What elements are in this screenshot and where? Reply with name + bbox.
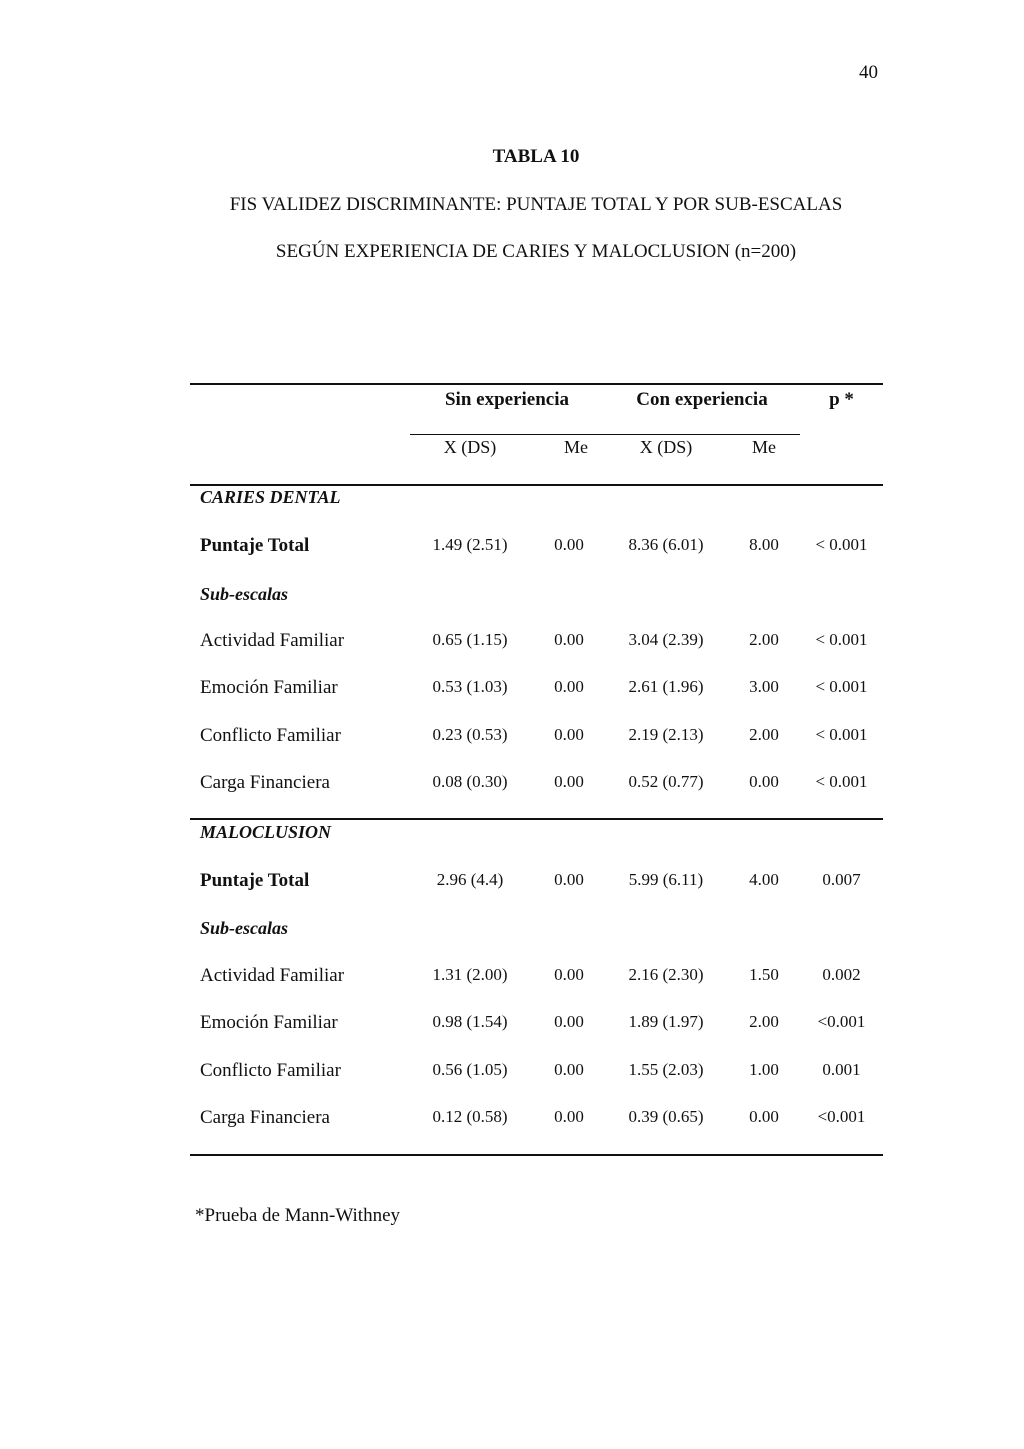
cell-con-median: 0.00 [749, 772, 779, 791]
header-bottom-rule [190, 484, 883, 486]
cell-sin-median: 0.00 [554, 677, 584, 696]
cell-sin-median: 0.00 [554, 630, 584, 649]
cell-sin-mean: 0.12 (0.58) [432, 1107, 508, 1126]
cell-con-mean: 0.52 (0.77) [628, 772, 704, 791]
table-subtitle-line-2: SEGÚN EXPERIENCIA DE CARIES Y MALOCLUSION (n=200) [275, 241, 797, 262]
cell-sin-mean: 2.96 (4.4) [436, 870, 504, 889]
cell-con-mean: 1.89 (1.97) [628, 1012, 704, 1031]
row-label-total-caries: Puntaje Total [200, 535, 310, 556]
row-label: Conflicto Familiar [200, 725, 341, 746]
cell-p-value: < 0.001 [815, 725, 868, 744]
cell-p-value: < 0.001 [815, 772, 868, 791]
subscales-label-maloclusion: Sub-escalas [200, 918, 289, 938]
cell-p-value: <0.001 [817, 1012, 866, 1031]
cell-sin-median: 0.00 [554, 725, 584, 744]
cell-sin-median: 0.00 [554, 535, 584, 554]
cell-p-value: 0.002 [822, 965, 861, 984]
subheader-sin-mean: X (DS) [443, 437, 497, 457]
cell-sin-mean: 0.65 (1.15) [432, 630, 508, 649]
cell-con-median: 3.00 [749, 677, 779, 696]
row-label: Conflicto Familiar [200, 1060, 341, 1081]
section-title-caries: CARIES DENTAL [200, 487, 341, 507]
cell-p-value: < 0.001 [815, 535, 868, 554]
cell-sin-median: 0.00 [554, 965, 584, 984]
cell-con-mean: 2.61 (1.96) [628, 677, 704, 696]
cell-con-mean: 2.19 (2.13) [628, 725, 704, 744]
cell-sin-mean: 0.56 (1.05) [432, 1060, 508, 1079]
cell-con-median: 4.00 [749, 870, 779, 889]
cell-p-value: 0.007 [822, 870, 861, 889]
cell-p-value: 0.001 [822, 1060, 861, 1079]
subheader-con-median: Me [752, 437, 776, 457]
cell-sin-mean: 0.53 (1.03) [432, 677, 508, 696]
cell-sin-median: 0.00 [554, 772, 584, 791]
cell-sin-median: 0.00 [554, 1012, 584, 1031]
cell-con-median: 8.00 [749, 535, 779, 554]
cell-p-value: <0.001 [817, 1107, 866, 1126]
table-top-rule [190, 383, 883, 385]
cell-con-mean: 5.99 (6.11) [628, 870, 704, 889]
row-label: Emoción Familiar [200, 1012, 338, 1033]
cell-con-median: 1.50 [749, 965, 779, 984]
row-label-total-maloclusion: Puntaje Total [200, 870, 310, 891]
section-divider-rule [190, 818, 883, 820]
cell-sin-mean: 0.08 (0.30) [432, 772, 508, 791]
row-label: Actividad Familiar [200, 630, 345, 651]
row-label: Actividad Familiar [200, 965, 345, 986]
section-title-maloclusion: MALOCLUSION [200, 822, 332, 842]
cell-con-mean: 1.55 (2.03) [628, 1060, 704, 1079]
cell-sin-median: 0.00 [554, 1107, 584, 1126]
cell-con-median: 2.00 [749, 630, 779, 649]
subscales-label-caries: Sub-escalas [200, 584, 289, 604]
cell-con-mean: 0.39 (0.65) [628, 1107, 704, 1126]
cell-con-median: 2.00 [749, 1012, 779, 1031]
table-footnote: *Prueba de Mann-Withney [195, 1205, 401, 1226]
page-number: 40 [859, 62, 878, 83]
cell-con-median: 2.00 [749, 725, 779, 744]
table-bottom-rule [190, 1154, 883, 1156]
cell-sin-median: 0.00 [554, 1060, 584, 1079]
cell-con-mean: 8.36 (6.01) [628, 535, 704, 554]
cell-con-median: 1.00 [749, 1060, 779, 1079]
table-label: TABLA 10 [492, 146, 580, 167]
header-con-experiencia: Con experiencia [636, 389, 768, 410]
cell-con-mean: 3.04 (2.39) [628, 630, 704, 649]
table-subtitle-line-1: FIS VALIDEZ DISCRIMINANTE: PUNTAJE TOTAL Y POR SUB-ESCALAS [229, 194, 843, 215]
header-p-value: p * [829, 389, 854, 410]
row-label: Carga Financiera [200, 772, 330, 793]
cell-con-mean: 2.16 (2.30) [628, 965, 704, 984]
row-label: Carga Financiera [200, 1107, 330, 1128]
cell-sin-median: 0.00 [554, 870, 584, 889]
cell-sin-mean: 0.23 (0.53) [432, 725, 508, 744]
cell-p-value: < 0.001 [815, 630, 868, 649]
cell-sin-mean: 1.49 (2.51) [432, 535, 508, 554]
cell-sin-mean: 1.31 (2.00) [432, 965, 508, 984]
cell-sin-mean: 0.98 (1.54) [432, 1012, 508, 1031]
cell-con-median: 0.00 [749, 1107, 779, 1126]
subheader-con-mean: X (DS) [639, 437, 693, 457]
cell-p-value: < 0.001 [815, 677, 868, 696]
header-sin-experiencia: Sin experiencia [444, 389, 570, 410]
group-header-underline [410, 434, 800, 435]
subheader-sin-median: Me [564, 437, 588, 457]
row-label: Emoción Familiar [200, 677, 338, 698]
